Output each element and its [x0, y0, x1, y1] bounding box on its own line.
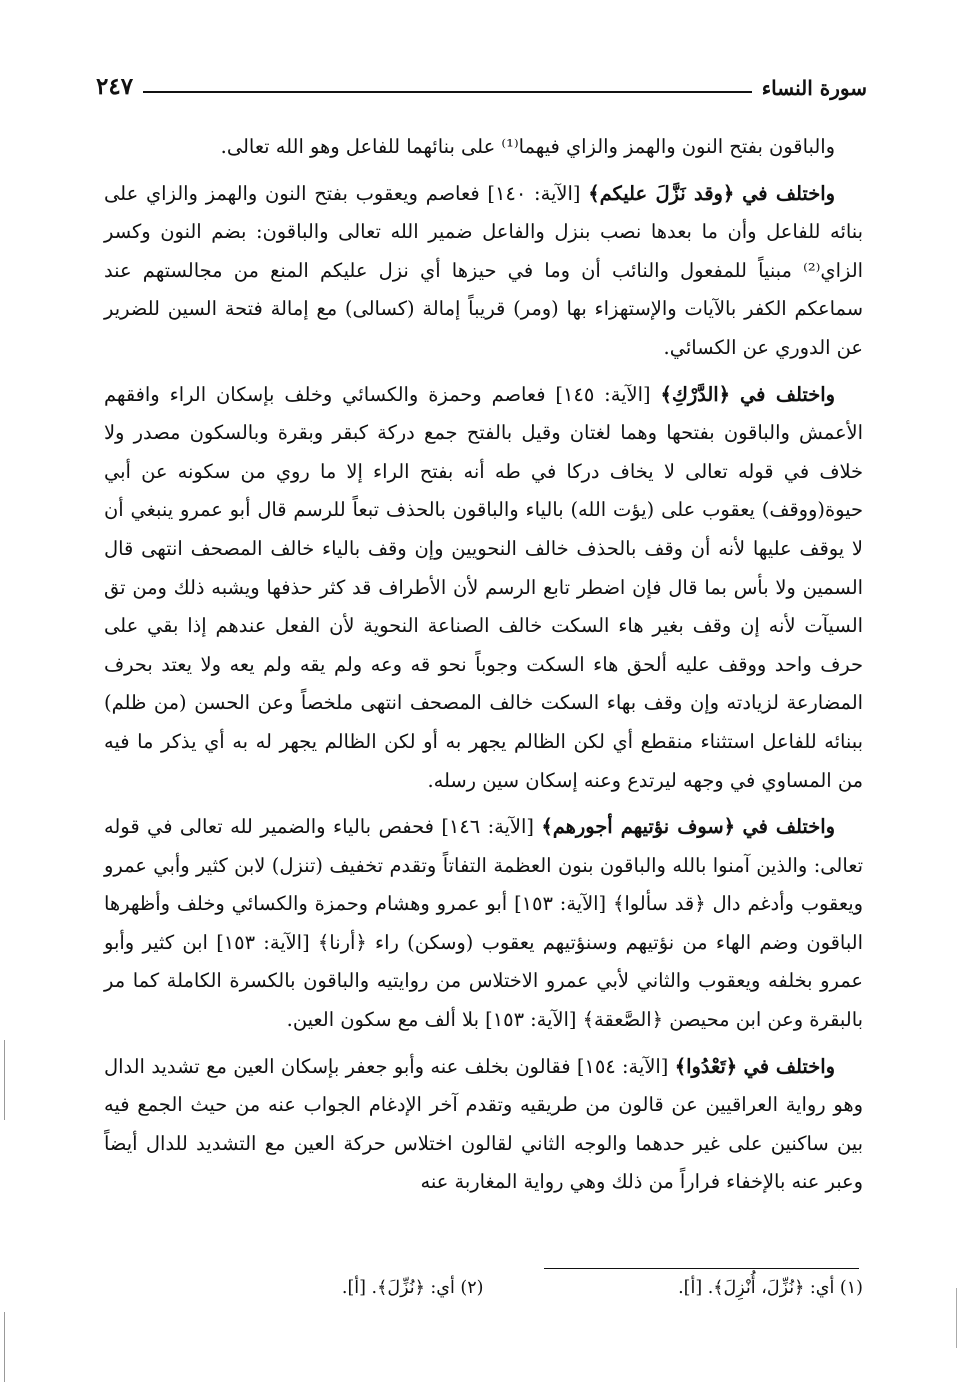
verse-quote: ﴿وقد نَزَّلَ عليكم﴾ — [588, 181, 735, 205]
paragraph-opener: واختلف في — [743, 1054, 835, 1078]
footnotes — [104, 1278, 863, 1298]
scan-margin-mark — [4, 1312, 5, 1382]
paragraph-4 — [104, 808, 863, 1040]
paragraph-opener: واختلف في — [739, 382, 835, 406]
paragraph-text: [الآية: ١٤٦] فحفص بالياء والضمير لله تعالى في قوله تعالى: والذين آمنوا بالله والباقون بنون العظمة التفاتاً وتقدم تخفيف (تنزل) لابن كثير وأبي عمرو ويعقوب وأدغم دال ﴿قد سألوا﴾ [الآية: ١٥٣] أبو عمرو وهشام وحمزة والكسائي وخلف وأظهرها الباقون وضم الهاء من نؤتيهم وسنؤتيهم يعقوب (وسكن) راء ﴿أرنا﴾ [الآية: ١٥٣] ابن كثير وأبو عمرو بخلفه ويعقوب والثاني لأبي عمرو الاختلاس من روايتيه والباقون بالكسرة الكاملة كما مر بالبقرة وعن ابن محيصن ﴿الصَّعقة﴾ [الآية: ١٥٣] بلا ألف مع سكون العين. — [104, 815, 863, 1032]
paragraph-text: [الآية: ١٤٥] فعاصم وحمزة والكسائي وخلف بإسكان الراء وافقهم الأعمش والباقون بفتحها وهما لغتان وقيل بالفتح جمع دركة كبقر وبقرة وبالسكون مصدر ولا خلاف في قوله تعالى لا يخاف دركا في طه أنه بفتح الراء إلا ما روي من سكونه عن أبي حيوة(ووقف) يعقوب على (يؤت الله) بالياء والباقون بالحذف تبعاً للرسم قال أبو عمرو ينبغي أن لا يوقف عليها لأنه أن وقف بالحذف خالف النحويين وإن وقف بالياء خالف المصحف انتهى قال السمين ولا بأس بما قال فإن اضطر تابع الرسم لأن الأطراف قد كثر حذفها ويشبه ذلك ومن تق السيآت لأنه إن وقف بغير هاء السكت خالف الصناعة النحوية لأن الفعل عندهم إذا بقي على حرف واحد ووقف عليه ألحق هاء السكت وجوباً نحو قه وعه ولم يقه ولم يعه ولا يعتد بحرف المضارعة لزيادته وإن وقف بهاء السكت خالف المصحف انتهى ملخصاً وعن الحسن (من ظلم) ببنائه للفاعل استثناء منقطع أي لكن الظالم يجهر به أو لكن الظالم يجهر له به أي يذكر ما فيه من المساوي في وجهه ليرتدع وعنه إسكان سين رسله. — [104, 382, 863, 792]
paragraph-5 — [104, 1048, 863, 1202]
scan-margin-mark — [4, 1040, 5, 1120]
page-header — [96, 60, 867, 100]
header-rule — [143, 91, 752, 93]
paragraph-text: والباقون بفتح النون والهمز والزاي فيهما⁽¹⁾ على بنائهما للفاعل وهو الله تعالى. — [220, 135, 835, 158]
footnote-1: (١) أي: ﴿نُزِّلَ، أُنْزِلَ﴾. [أ]. — [678, 1278, 863, 1298]
page-number: ٢٤٧ — [96, 73, 134, 100]
footnote-separator — [544, 1268, 859, 1269]
verse-quote: ﴿تَعْدُوا﴾ — [674, 1054, 738, 1078]
verse-quote: ﴿سوف نؤتيهم أجورهم﴾ — [541, 815, 735, 839]
running-title: سورة النساء — [761, 76, 867, 100]
paragraph-2 — [104, 175, 863, 368]
paragraph-3 — [104, 376, 863, 801]
paragraph-text: [الآية: ١٥٤] فقالون بخلف عنه وأبو جعفر بإسكان العين مع تشديد الدال وهو رواية العراقيين عن قالون من طريقيه وتقدم آخر الإدغام الجواب عنه من حيث الجمع فيه بين ساكنين على غير حدهما والوجه الثاني لقالون اختلاس حركة العين مع التشديد للدال أيضاً وعبر عنه بالإخفاء فراراً من ذلك وهي رواية المغاربة عنه — [104, 1054, 863, 1194]
paragraph-opener: واختلف في — [742, 815, 835, 839]
paragraph-opener: واختلف في — [742, 181, 835, 205]
footnote-2: (٢) أي: ﴿نُزِّلَ﴾. [أ]. — [341, 1278, 484, 1298]
main-text — [104, 128, 863, 1210]
paragraph-text: [الآية: ١٤٠] فعاصم ويعقوب بفتح النون والهمز والزاي على بنائه للفاعل وأن ما بعدها نصب بنزل والفاعل ضمير الله تعالى والباقون: بضم النون وكسر الزاي⁽²⁾ مبنياً للمفعول والنائب أن وما في حيزها أي نزل عليكم المنع من مجالستهم عند سماعكم الكفر بالآيات والإستهزاء بها (ومر) قريباً إمالة (كسالى) مع إمالة فتحة السين للضرير عن الدوري عن الكسائي. — [104, 181, 863, 359]
scan-margin-mark — [956, 1288, 957, 1348]
paragraph-1 — [104, 128, 863, 167]
verse-quote: ﴿الدَّرْكِ﴾ — [660, 382, 731, 406]
